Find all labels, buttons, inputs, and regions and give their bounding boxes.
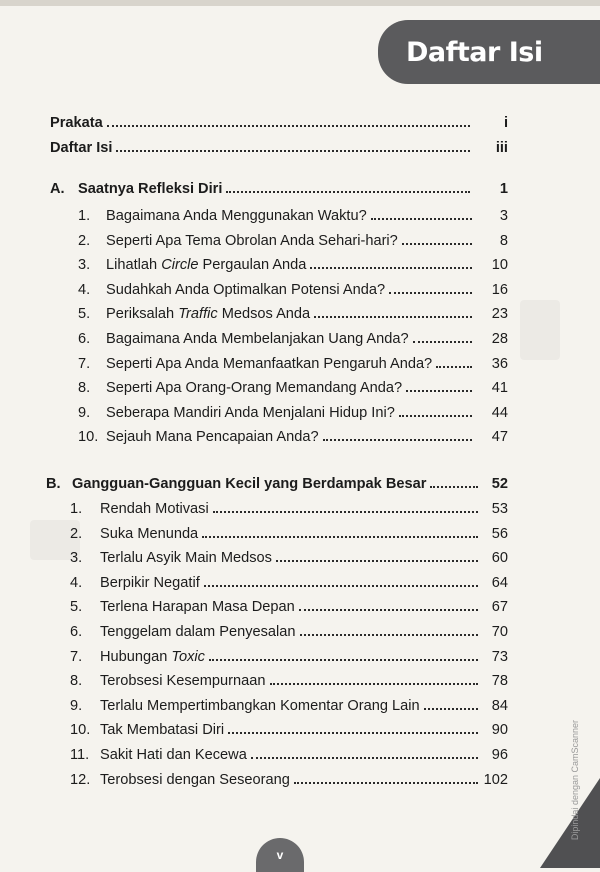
- toc-entry[interactable]: [0, 375, 600, 397]
- toc-entry-number: 4.: [70, 574, 83, 591]
- toc-entry-title: Prakata: [50, 115, 103, 131]
- toc-leader-dots: [213, 511, 478, 513]
- toc-entry-number: 3.: [78, 257, 91, 274]
- toc-entry-page: 84: [491, 697, 508, 714]
- toc-entry[interactable]: [0, 496, 600, 518]
- toc-entry-page: 90: [491, 722, 508, 739]
- toc-entry[interactable]: [0, 301, 600, 323]
- toc-entry-title: Rendah Motivasi: [100, 501, 209, 517]
- toc-entry-number: 10.: [78, 429, 99, 446]
- toc-entry-title: Berpikir Negatif: [100, 574, 200, 591]
- toc-leader-dots: [251, 757, 478, 759]
- toc-entry-page: 47: [491, 429, 508, 446]
- toc-entry[interactable]: [0, 326, 600, 348]
- toc-entry-page: 102: [483, 771, 508, 788]
- toc-entry[interactable]: [0, 545, 600, 567]
- toc-entry[interactable]: [0, 228, 600, 250]
- toc-entry-title: Seperti Apa Tema Obrolan Anda Sehari-hari?: [106, 232, 398, 249]
- toc-entry-title: Terlalu Mempertimbangkan Komentar Orang Lain: [100, 697, 420, 714]
- toc-leader-dots: [314, 316, 472, 318]
- toc-entry-number: 7.: [70, 648, 83, 665]
- toc-leader-dots: [204, 585, 478, 587]
- toc-entry-number: 1.: [70, 501, 83, 517]
- toc-entry[interactable]: [0, 594, 600, 616]
- toc-header-tab: [378, 20, 600, 84]
- toc-entry-page: 64: [491, 574, 508, 591]
- toc-entry[interactable]: [0, 351, 600, 373]
- toc-entry-number: 8.: [70, 673, 83, 690]
- page-top-edge: [0, 0, 600, 6]
- toc-entry[interactable]: [0, 521, 600, 543]
- toc-entry-title: Saatnya Refleksi Diri: [78, 181, 223, 197]
- toc-leader-dots: [226, 191, 470, 193]
- toc-entry[interactable]: [0, 203, 600, 225]
- toc-entry-number: 7.: [78, 355, 91, 372]
- toc-entry-title: Tenggelam dalam Penyesalan: [100, 624, 296, 640]
- toc-leader-dots: [399, 415, 472, 417]
- toc-entry-title: Terobsesi Kesempurnaan: [100, 673, 266, 690]
- toc-entry-title: Terlena Harapan Masa Depan: [100, 599, 295, 616]
- toc-entry-page: 8: [499, 232, 508, 249]
- toc-entry-front-matter[interactable]: [0, 110, 600, 132]
- toc-entry-page: 70: [491, 624, 508, 640]
- toc-entry-number: 8.: [78, 380, 91, 397]
- toc-entry-page: iii: [495, 140, 508, 156]
- toc-leader-dots: [107, 125, 470, 127]
- toc-entry[interactable]: [0, 619, 600, 641]
- toc-entry[interactable]: [0, 424, 600, 446]
- toc-entry-title: Sudahkah Anda Optimalkan Potensi Anda?: [106, 281, 386, 298]
- toc-entry-page: 23: [491, 306, 508, 323]
- scanner-watermark: Dipindai dengan CamScanner: [570, 720, 580, 841]
- toc-entry-title: Suka Menunda: [100, 525, 199, 542]
- toc-leader-dots: [310, 267, 472, 269]
- toc-entry[interactable]: [0, 400, 600, 422]
- toc-leader-dots: [323, 439, 472, 441]
- toc-entry-title: Lihatlah Circle Pergaulan Anda: [106, 257, 307, 274]
- toc-leader-dots: [389, 292, 472, 294]
- toc-entry-number: 9.: [78, 404, 91, 421]
- toc-entry-number: 5.: [78, 306, 91, 323]
- toc-entry[interactable]: [0, 767, 600, 789]
- toc-leader-dots: [228, 732, 478, 734]
- toc-entry-page: 56: [491, 525, 508, 542]
- toc-entry[interactable]: [0, 277, 600, 299]
- toc-entry-title: Seperti Apa Orang-Orang Memandang Anda?: [106, 380, 403, 397]
- toc-entry-page: 96: [491, 747, 508, 763]
- toc-entry-title: Seberapa Mandiri Anda Menjalani Hidup Ini?: [106, 404, 395, 421]
- toc-leader-dots: [436, 366, 472, 368]
- toc-entry-number: 5.: [70, 599, 83, 616]
- toc-entry-page: 73: [491, 648, 508, 665]
- toc-entry-page: 60: [491, 550, 508, 567]
- toc-entry-page: 28: [491, 331, 508, 347]
- page-number: v: [276, 848, 284, 862]
- toc-leader-dots: [300, 634, 478, 636]
- toc-leader-dots: [299, 609, 478, 611]
- toc-entry-page: i: [503, 115, 508, 131]
- toc-entry-number: A.: [50, 181, 65, 197]
- toc-entry-title: Sakit Hati dan Kecewa: [100, 747, 247, 763]
- toc-entry-title: Seperti Apa Anda Memanfaatkan Pengaruh Anda?: [106, 355, 433, 372]
- toc-leader-dots: [406, 390, 472, 392]
- toc-entry-number: 6.: [70, 624, 83, 640]
- toc-entry-number: 11.: [70, 747, 90, 763]
- toc-entry-title: Hubungan Toxic: [100, 648, 205, 665]
- toc-entry-page: 36: [491, 355, 508, 372]
- toc-leader-dots: [413, 341, 472, 343]
- toc-entry-title: Periksalah Traffic Medsos Anda: [106, 306, 311, 323]
- toc-leader-dots: [371, 218, 472, 220]
- toc-entry-title: Daftar Isi: [50, 140, 113, 156]
- toc-entry-number: 2.: [70, 525, 83, 542]
- toc-entry-number: 6.: [78, 331, 91, 347]
- toc-entry-page: 1: [499, 181, 508, 197]
- toc-entry-number: 10.: [70, 722, 91, 739]
- toc-entry-number: 1.: [78, 208, 91, 224]
- toc-entry-title: Tak Membatasi Diri: [100, 722, 225, 739]
- toc-leader-dots: [402, 243, 472, 245]
- toc-entry-page: 78: [491, 673, 508, 690]
- toc-section-b[interactable]: [0, 471, 600, 493]
- toc-entry-title: Bagaimana Anda Menggunakan Waktu?: [106, 208, 367, 224]
- toc-entry-page: 52: [491, 476, 508, 492]
- toc-entry-page: 10: [491, 257, 508, 274]
- toc-leader-dots: [202, 536, 478, 538]
- page-title: Daftar Isi: [406, 36, 543, 68]
- page-number-tab: [256, 838, 304, 872]
- toc-entry-page: 44: [491, 404, 508, 421]
- toc-entry-number: 9.: [70, 697, 83, 714]
- toc-entry-page: 53: [491, 501, 508, 517]
- toc-entry-page: 41: [491, 380, 508, 397]
- toc-entry-page: 67: [491, 599, 508, 616]
- toc-entry-page: 3: [499, 208, 508, 224]
- toc-entry[interactable]: [0, 644, 600, 666]
- toc-entry-front-matter[interactable]: [0, 135, 600, 157]
- toc-entry-number: B.: [46, 476, 61, 492]
- toc-section-a[interactable]: [0, 176, 600, 198]
- toc-entry[interactable]: [0, 742, 600, 764]
- toc-entry-title: Terlalu Asyik Main Medsos: [100, 550, 272, 567]
- toc-entry-number: 3.: [70, 550, 83, 567]
- toc-leader-dots: [294, 782, 478, 784]
- toc-leader-dots: [209, 659, 478, 661]
- toc-leader-dots: [116, 150, 470, 152]
- toc-entry-title: Terobsesi dengan Seseorang: [100, 771, 290, 788]
- toc-leader-dots: [276, 560, 478, 562]
- toc-entry-page: 16: [491, 281, 508, 298]
- toc-entry[interactable]: [0, 693, 600, 715]
- toc-entry[interactable]: [0, 570, 600, 592]
- toc-entry-title: Sejauh Mana Pencapaian Anda?: [106, 429, 319, 446]
- toc-entry[interactable]: [0, 252, 600, 274]
- toc-entry-title: Gangguan-Gangguan Kecil yang Berdampak Besar: [72, 476, 427, 492]
- toc-entry-number: 12.: [70, 771, 91, 788]
- toc-entry-number: 2.: [78, 232, 91, 249]
- toc-entry-number: 4.: [78, 281, 91, 298]
- toc-entry[interactable]: [0, 717, 600, 739]
- toc-leader-dots: [270, 683, 479, 685]
- toc-entry-title: Bagaimana Anda Membelanjakan Uang Anda?: [106, 331, 409, 347]
- toc-entry[interactable]: [0, 668, 600, 690]
